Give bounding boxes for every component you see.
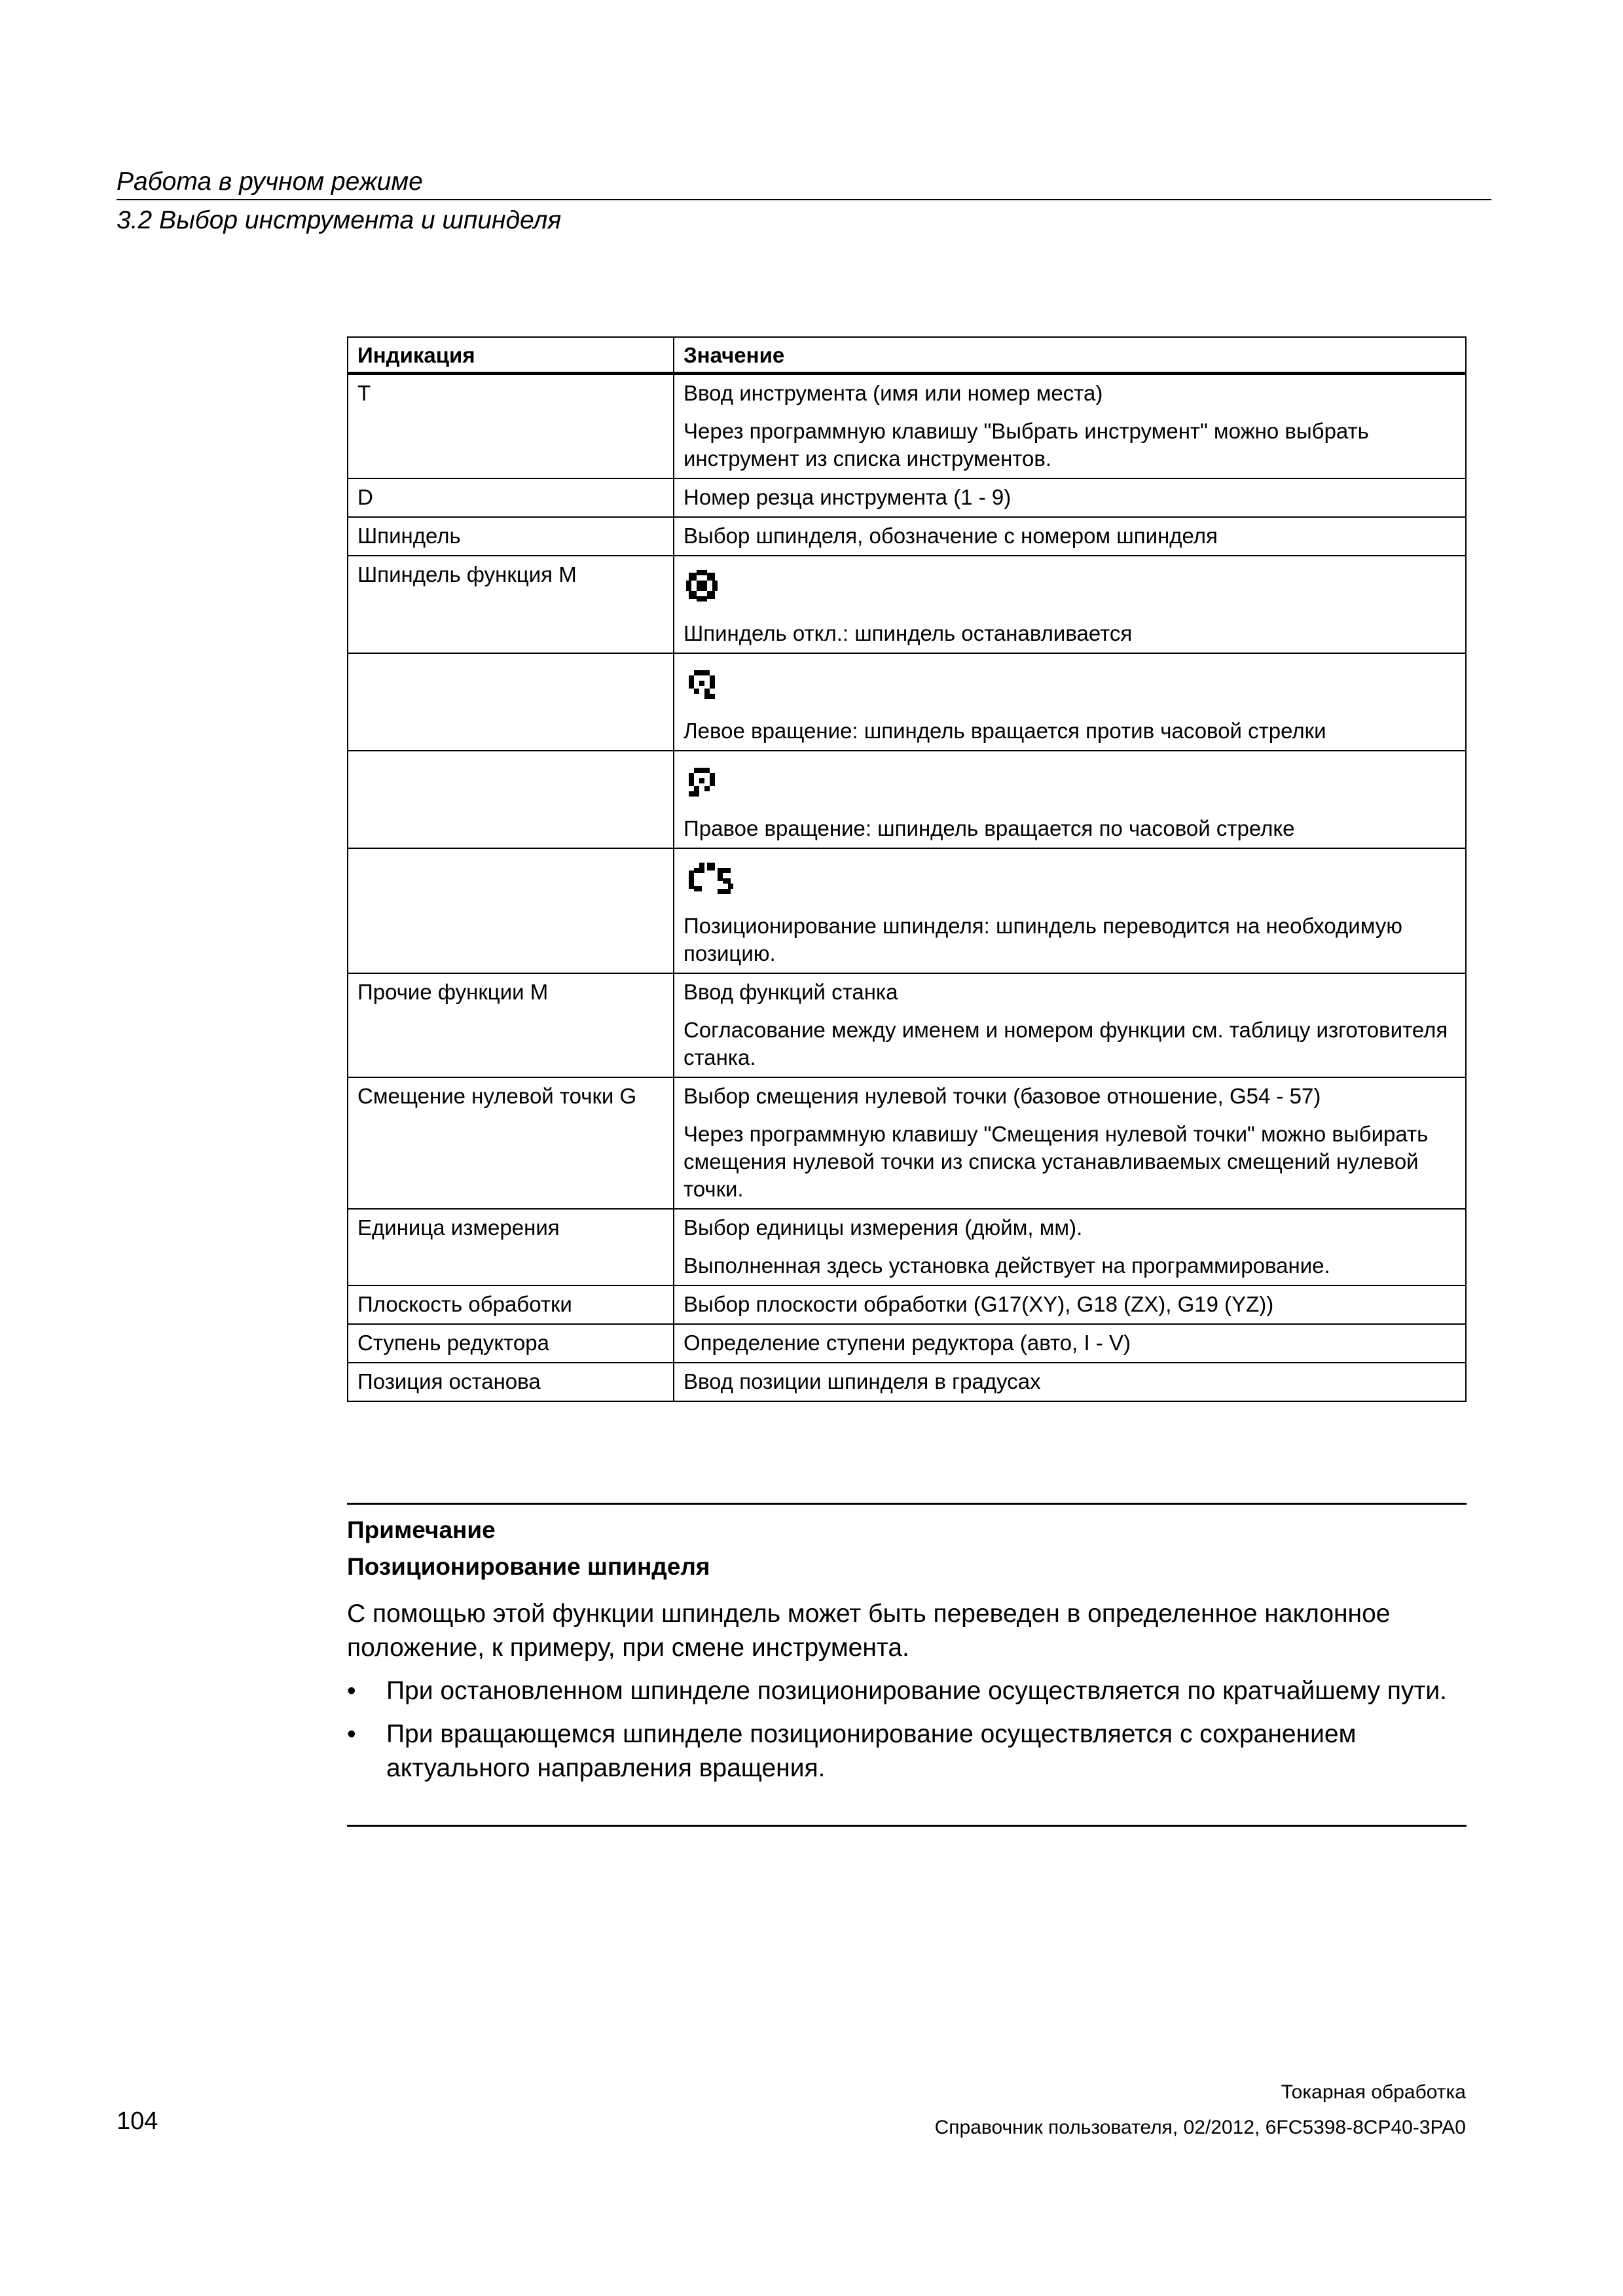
meaning-cell	[674, 1324, 1466, 1363]
bullet-icon: •	[347, 1677, 356, 1705]
meaning-cell	[674, 848, 1466, 973]
note-subtitle: Позиционирование шпинделя	[347, 1553, 710, 1580]
table-row	[348, 517, 1466, 556]
bullet-icon: •	[347, 1720, 356, 1748]
indication-cell	[348, 653, 674, 751]
section-header: 3.2 Выбор инструмента и шпинделя	[117, 206, 562, 234]
table-row	[348, 1209, 1466, 1285]
spindle-positioning-icon	[684, 860, 739, 897]
column-header-indication: Индикация	[348, 337, 674, 374]
meaning-text: Ввод функций станка	[684, 980, 898, 1004]
meaning-cell	[674, 1209, 1466, 1285]
indication-cell: Плоскость обработки	[348, 1285, 674, 1324]
indication-cell	[348, 848, 674, 973]
meaning-text: Ввод инструмента (имя или номер места)	[684, 381, 1103, 405]
meaning-text: Выбор единицы измерения (дюйм, мм).	[684, 1215, 1083, 1240]
note-bottom-rule	[347, 1825, 1467, 1827]
meaning-text: Согласование между именем и номером функции см. таблицу изготовителя станка.	[684, 1018, 1448, 1069]
table-row	[348, 973, 1466, 1077]
meaning-text: Через программную клавишу "Выбрать инструмент" можно выбрать инструмент из списка инструментов.	[684, 419, 1369, 471]
meaning-text: Определение ступени редуктора (авто, I - V)	[684, 1331, 1131, 1355]
table-row	[348, 751, 1466, 848]
indication-cell: Ступень редуктора	[348, 1324, 674, 1363]
meaning-text: Номер резца инструмента (1 - 9)	[684, 485, 1012, 509]
meaning-cell	[674, 653, 1466, 751]
meaning-cell	[674, 973, 1466, 1077]
table-row	[348, 556, 1466, 653]
footer-book-title: Токарная обработка	[1281, 2081, 1466, 2103]
note-body	[347, 1597, 1467, 1795]
header-rule	[117, 199, 1491, 200]
meaning-cell	[674, 1285, 1466, 1324]
note-top-rule	[347, 1503, 1467, 1505]
table-row	[348, 1363, 1466, 1401]
chapter-header: Работа в ручном режиме	[117, 168, 423, 196]
table-row	[348, 1077, 1466, 1209]
table-row	[348, 478, 1466, 517]
meaning-text: Ввод позиции шпинделя в градусах	[684, 1369, 1041, 1393]
note-title: Примечание	[347, 1516, 496, 1543]
note-paragraph: С помощью этой функции шпиндель может быть переведен в определенное наклонное положение, к примеру, при смене инструмента.	[347, 1600, 1391, 1662]
footer-reference: Справочник пользователя, 02/2012, 6FC5398-8CP40-3PA0	[934, 2117, 1466, 2138]
meaning-text: Левое вращение: шпиндель вращается против часовой стрелки	[684, 719, 1326, 743]
list-item-text: При вращающемся шпинделе позиционирование осуществляется с сохранением актуального направления вращения.	[386, 1720, 1357, 1782]
meaning-text: Через программную клавишу "Смещения нулевой точки" можно выбирать смещения нулевой точки из списка устанавливаемых смещений нулевой точки.	[684, 1122, 1429, 1201]
indication-cell: Единица измерения	[348, 1209, 674, 1285]
table-header-row	[348, 337, 1466, 374]
indication-cell	[348, 751, 674, 848]
page-number: 104	[117, 2108, 158, 2135]
column-header-meaning: Значение	[674, 337, 1466, 374]
indication-cell: D	[348, 478, 674, 517]
table-row	[348, 374, 1466, 479]
indication-cell: Шпиндель	[348, 517, 674, 556]
indication-cell: Позиция останова	[348, 1363, 674, 1401]
meaning-text: Выбор плоскости обработки (G17(XY), G18 (ZX), G19 (YZ))	[684, 1292, 1274, 1316]
note-bullet-list	[347, 1674, 1467, 1785]
indication-cell: Прочие функции M	[348, 973, 674, 1077]
list-item	[347, 1674, 1467, 1708]
meaning-text: Выбор шпинделя, обозначение с номером шпинделя	[684, 524, 1218, 548]
spindle-right-rotation-icon	[684, 762, 720, 799]
meaning-text: Выбор смещения нулевой точки (базовое отношение, G54 - 57)	[684, 1084, 1321, 1108]
meaning-cell	[674, 1363, 1466, 1401]
table-row	[348, 1285, 1466, 1324]
meaning-cell	[674, 517, 1466, 556]
indication-cell: T	[348, 374, 674, 479]
spindle-stop-icon	[684, 567, 720, 604]
indication-cell: Смещение нулевой точки G	[348, 1077, 674, 1209]
meaning-cell	[674, 1077, 1466, 1209]
table-row	[348, 848, 1466, 973]
meaning-text: Позиционирование шпинделя: шпиндель переводится на необходимую позицию.	[684, 914, 1403, 965]
spindle-left-rotation-icon	[684, 665, 720, 702]
meaning-cell	[674, 556, 1466, 653]
meaning-text: Шпиндель откл.: шпиндель останавливается	[684, 621, 1133, 645]
table-row	[348, 1324, 1466, 1363]
meaning-cell	[674, 374, 1466, 479]
indication-table	[347, 336, 1467, 1402]
meaning-cell	[674, 751, 1466, 848]
meaning-text: Правое вращение: шпиндель вращается по часовой стрелке	[684, 816, 1295, 840]
meaning-text: Выполненная здесь установка действует на программирование.	[684, 1253, 1330, 1278]
list-item	[347, 1717, 1467, 1785]
indication-cell: Шпиндель функция M	[348, 556, 674, 653]
meaning-cell	[674, 478, 1466, 517]
list-item-text: При остановленном шпинделе позиционирование осуществляется по кратчайшему пути.	[386, 1677, 1448, 1705]
table-row	[348, 653, 1466, 751]
